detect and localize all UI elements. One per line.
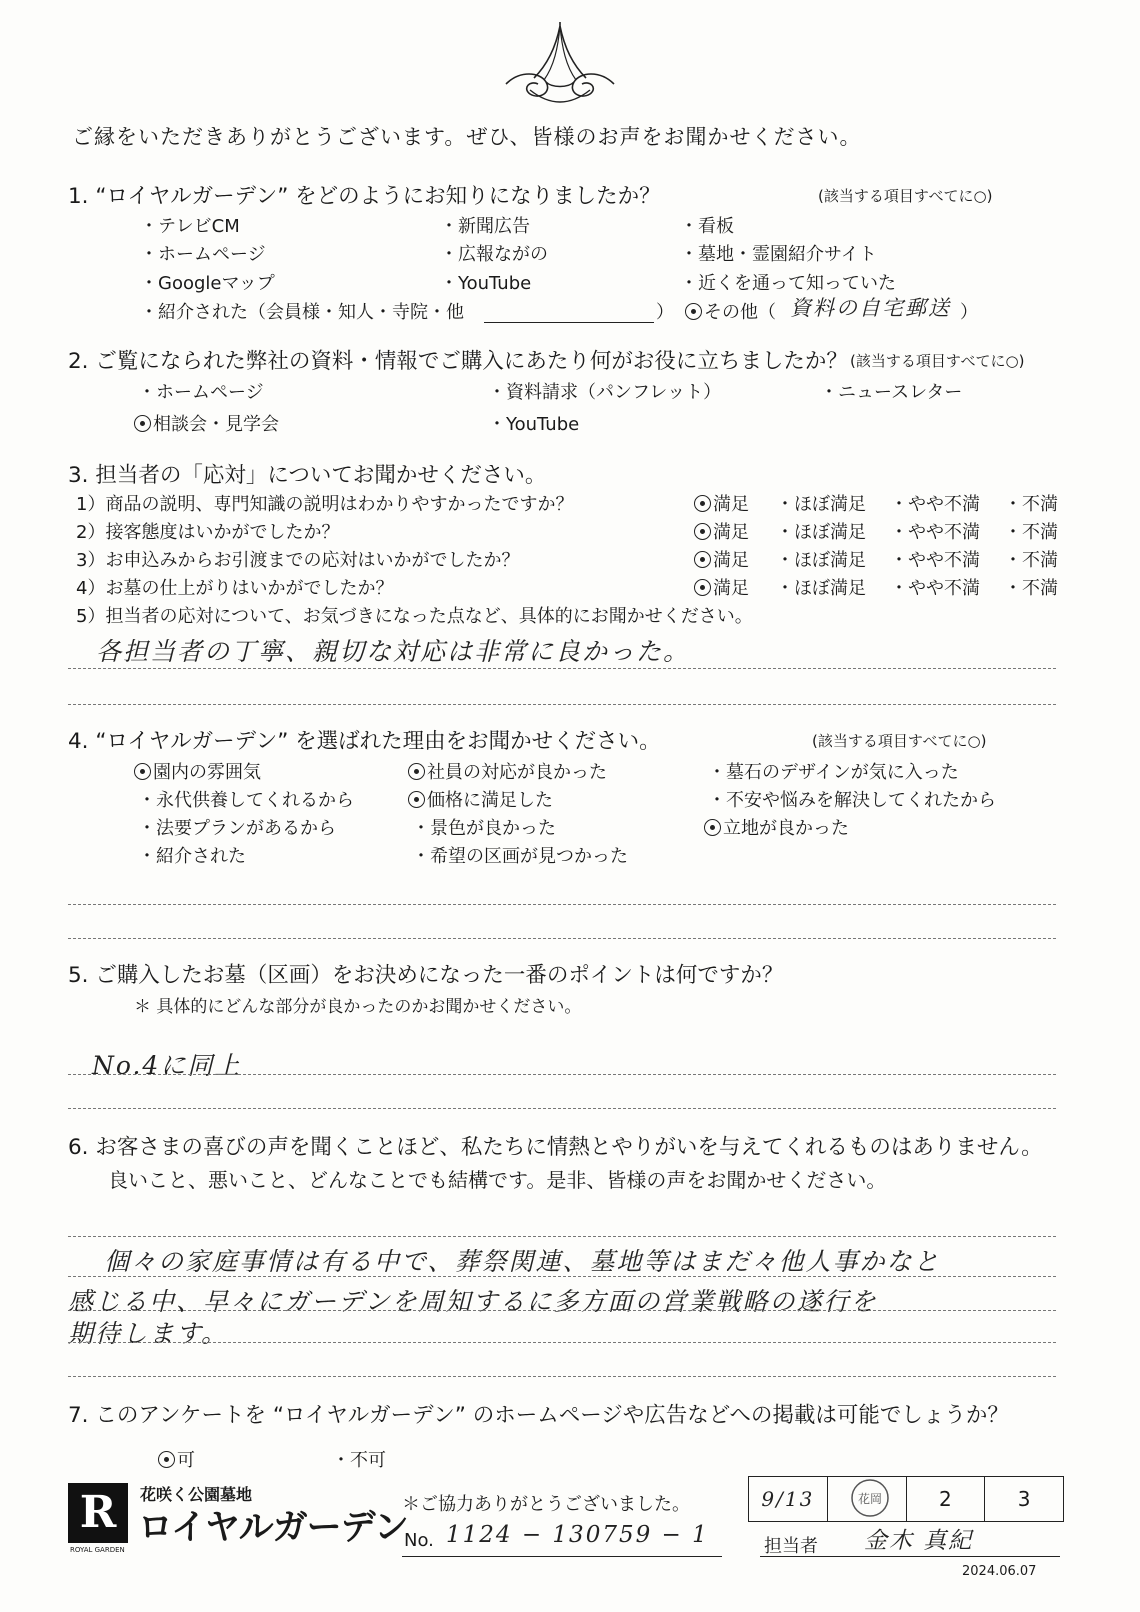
q3-item-5: 5）担当者の応対について、お気づきになった点など、具体的にお聞かせください。 (76, 606, 753, 627)
no-underline (402, 1556, 722, 1557)
thanks-text: ＊ご協力ありがとうございました。 (402, 1494, 690, 1515)
q7-yes-selected: 可 (158, 1446, 195, 1472)
q3-handwritten-answer: 各担当者の丁寧、親切な対応は非常に良かった。 (96, 637, 691, 666)
q4-option: ・墓石のデザインが気に入った (708, 762, 959, 783)
q1-option: ・広報ながの (440, 244, 548, 265)
circle-mark-icon (408, 791, 425, 808)
q4-option-selected: 園内の雰囲気 (134, 758, 261, 784)
greeting-text: ご縁をいただきありがとうございます。ぜひ、皆様のお声をお聞かせください。 (72, 125, 862, 149)
circle-mark-icon (694, 495, 711, 512)
q5-handwritten-answer: No.4に同上 (92, 1051, 242, 1080)
q4-option: ・法要プランがあるから (138, 818, 336, 839)
print-date: 2024.06.07 (962, 1564, 1037, 1579)
answer-line (68, 1108, 1056, 1109)
q3-rating-option: ・不満 (1004, 550, 1058, 571)
q1-option: ・紹介された（会員様・知人・寺院・他 (140, 302, 464, 323)
q3-rating-option: ・やや不満 (890, 550, 980, 571)
q3-rating-option: ・不満 (1004, 578, 1058, 599)
q6-title-line2: 良いこと、悪いこと、どんなことでも結構です。是非、皆様の声をお聞かせください。 (108, 1168, 887, 1192)
q3-item: 4）お墓の仕上がりはいかがでしたか？ (76, 578, 394, 599)
q3-rating-option: ・やや不満 (890, 494, 980, 515)
q1-option: ・新聞広告 (440, 216, 530, 237)
q1-option: ） (656, 302, 674, 323)
answer-line (68, 1236, 1056, 1237)
q3-rating-2: 満足 (694, 518, 749, 544)
q1-hint: (該当する項目すべてに○) (818, 187, 993, 205)
q2-option: ・ホームページ (138, 382, 264, 403)
q4-option: ・希望の区画が見つかった (412, 846, 628, 867)
q1-other-underline (484, 322, 654, 323)
q3-rating-option: ・ほぼ満足 (776, 522, 866, 543)
q3-item: 2）接客態度はいかがでしたか？ (76, 522, 340, 543)
q6-handwritten-line: 感じる中、早々にガーデンを周知するに多方面の営業戦略の遂行を (68, 1287, 878, 1316)
answer-line (68, 1342, 1056, 1343)
answer-line (68, 1376, 1056, 1377)
q1-option: ・ホームページ (140, 244, 266, 265)
q1-option: ・YouTube (440, 273, 532, 294)
circle-mark-icon (408, 763, 425, 780)
answer-line (68, 938, 1056, 939)
circle-mark-icon (694, 551, 711, 568)
q4-option-selected: 社員の対応が良かった (408, 758, 607, 784)
answer-line (68, 1310, 1056, 1311)
q6-handwritten-line: 個々の家庭事情は有る中で、葬祭関連、墓地等はまだ々他人事かなと (104, 1247, 941, 1276)
q4-option-selected: 価格に満足した (408, 786, 553, 812)
q4-option: ・紹介された (138, 846, 246, 867)
q1-option: ） (960, 302, 978, 323)
no-value-handwritten: 1124 − 130759 − 1 (446, 1522, 709, 1548)
q2-title: 2. ご覧になられた弊社の資料・情報でご購入にあたり何がお役に立ちましたか？ (68, 349, 848, 374)
q2-option: ・資料請求（パンフレット） (488, 382, 722, 403)
q3-item: 1）商品の説明、専門知識の説明はわかりやすかったですか？ (76, 494, 574, 515)
brand-small: ROYAL GARDEN (70, 1546, 125, 1554)
answer-line (68, 704, 1056, 705)
date-box: 9/13 (761, 1487, 815, 1511)
circle-mark-icon (694, 579, 711, 596)
q1-option-other: その他（ (685, 298, 776, 324)
number-box: 2 (906, 1477, 985, 1521)
q6-title: 6. お客さまの喜びの声を聞くことほど、私たちに情熱とやりがいを与えてくれるものはありません。 (68, 1135, 1043, 1160)
circle-mark-icon (158, 1451, 175, 1468)
circle-mark-icon (685, 303, 702, 320)
q1-option: ・墓地・霊園紹介サイト (680, 244, 877, 265)
brand-logo-icon: R (68, 1483, 128, 1543)
q5-title: 5. ご購入したお墓（区画）をお決めになった一番のポイントは何ですか？ (68, 963, 784, 988)
circle-mark-icon (134, 415, 151, 432)
q2-option-selected: 相談会・見学会 (134, 410, 279, 436)
answer-line (68, 1276, 1056, 1277)
q4-option: ・不安や悩みを解決してくれたから (708, 790, 996, 811)
q6-handwritten-line: 期待します。 (68, 1319, 229, 1348)
staff-name-handwritten: 金木 真紀 (864, 1528, 974, 1554)
q1-option: ・Googleマップ (140, 273, 275, 294)
seal-stamp-icon (848, 1476, 892, 1520)
q3-rating-option: ・不満 (1004, 522, 1058, 543)
q1-option: ・看板 (680, 216, 734, 237)
q4-title: 4. “ロイヤルガーデン” を選ばれた理由をお聞かせください。 (68, 729, 661, 754)
q3-rating-option: ・不満 (1004, 494, 1058, 515)
svg-text:花岡: 花岡 (857, 1492, 883, 1506)
q3-rating-option: ・やや不満 (890, 578, 980, 599)
q4-hint: (該当する項目すべてに○) (812, 732, 987, 750)
q3-rating-3: 満足 (694, 546, 749, 572)
q2-hint: (該当する項目すべてに○) (850, 352, 1025, 370)
staff-label: 担当者 (764, 1536, 818, 1557)
circle-mark-icon (704, 819, 721, 836)
brand-subtitle: 花咲く公園墓地 (140, 1485, 253, 1504)
office-boxes (748, 1476, 1064, 1522)
q3-rating-option: ・ほぼ満足 (776, 550, 866, 571)
q5-note: ＊ 具体的にどんな部分が良かったのかお聞かせください。 (134, 997, 582, 1017)
no-label: No. (404, 1530, 434, 1551)
q4-option: ・景色が良かった (412, 818, 556, 839)
q3-rating-option: ・やや不満 (890, 522, 980, 543)
q3-rating-option: ・ほぼ満足 (776, 494, 866, 515)
ornament-crest-icon (500, 18, 620, 108)
q3-title: 3. 担当者の「応対」についてお聞かせください。 (68, 463, 547, 488)
answer-line (68, 1074, 1056, 1075)
brand-name: ロイヤルガーデン (138, 1508, 408, 1548)
q3-rating-4: 満足 (694, 574, 749, 600)
q1-option: ・近くを通って知っていた (680, 273, 896, 294)
q4-option: ・永代供養してくれるから (138, 790, 354, 811)
q2-option: ・ニュースレター (820, 382, 963, 403)
q2-option: ・YouTube (488, 414, 580, 435)
circle-mark-icon (134, 763, 151, 780)
answer-line (68, 904, 1056, 905)
answer-line (68, 668, 1056, 669)
q7-no: ・不可 (332, 1450, 386, 1471)
q3-rating-option: ・ほぼ満足 (776, 578, 866, 599)
q1-title: 1. “ロイヤルガーデン” をどのようにお知りになりましたか？ (68, 184, 661, 209)
q1-option: ・テレビCM (140, 216, 240, 237)
circle-mark-icon (694, 523, 711, 540)
q3-item: 3）お申込みからお引渡までの応対はいかがでしたか？ (76, 550, 520, 571)
q1-other-handwritten: 資料の自宅郵送 (790, 296, 951, 320)
number-box: 3 (984, 1477, 1063, 1521)
q4-option-selected: 立地が良かった (704, 814, 849, 840)
q3-rating-1: 満足 (694, 490, 749, 516)
q7-title: 7. このアンケートを “ロイヤルガーデン” のホームページや広告などへの掲載は可能でしょうか？ (68, 1403, 1009, 1428)
staff-underline (760, 1556, 1060, 1557)
